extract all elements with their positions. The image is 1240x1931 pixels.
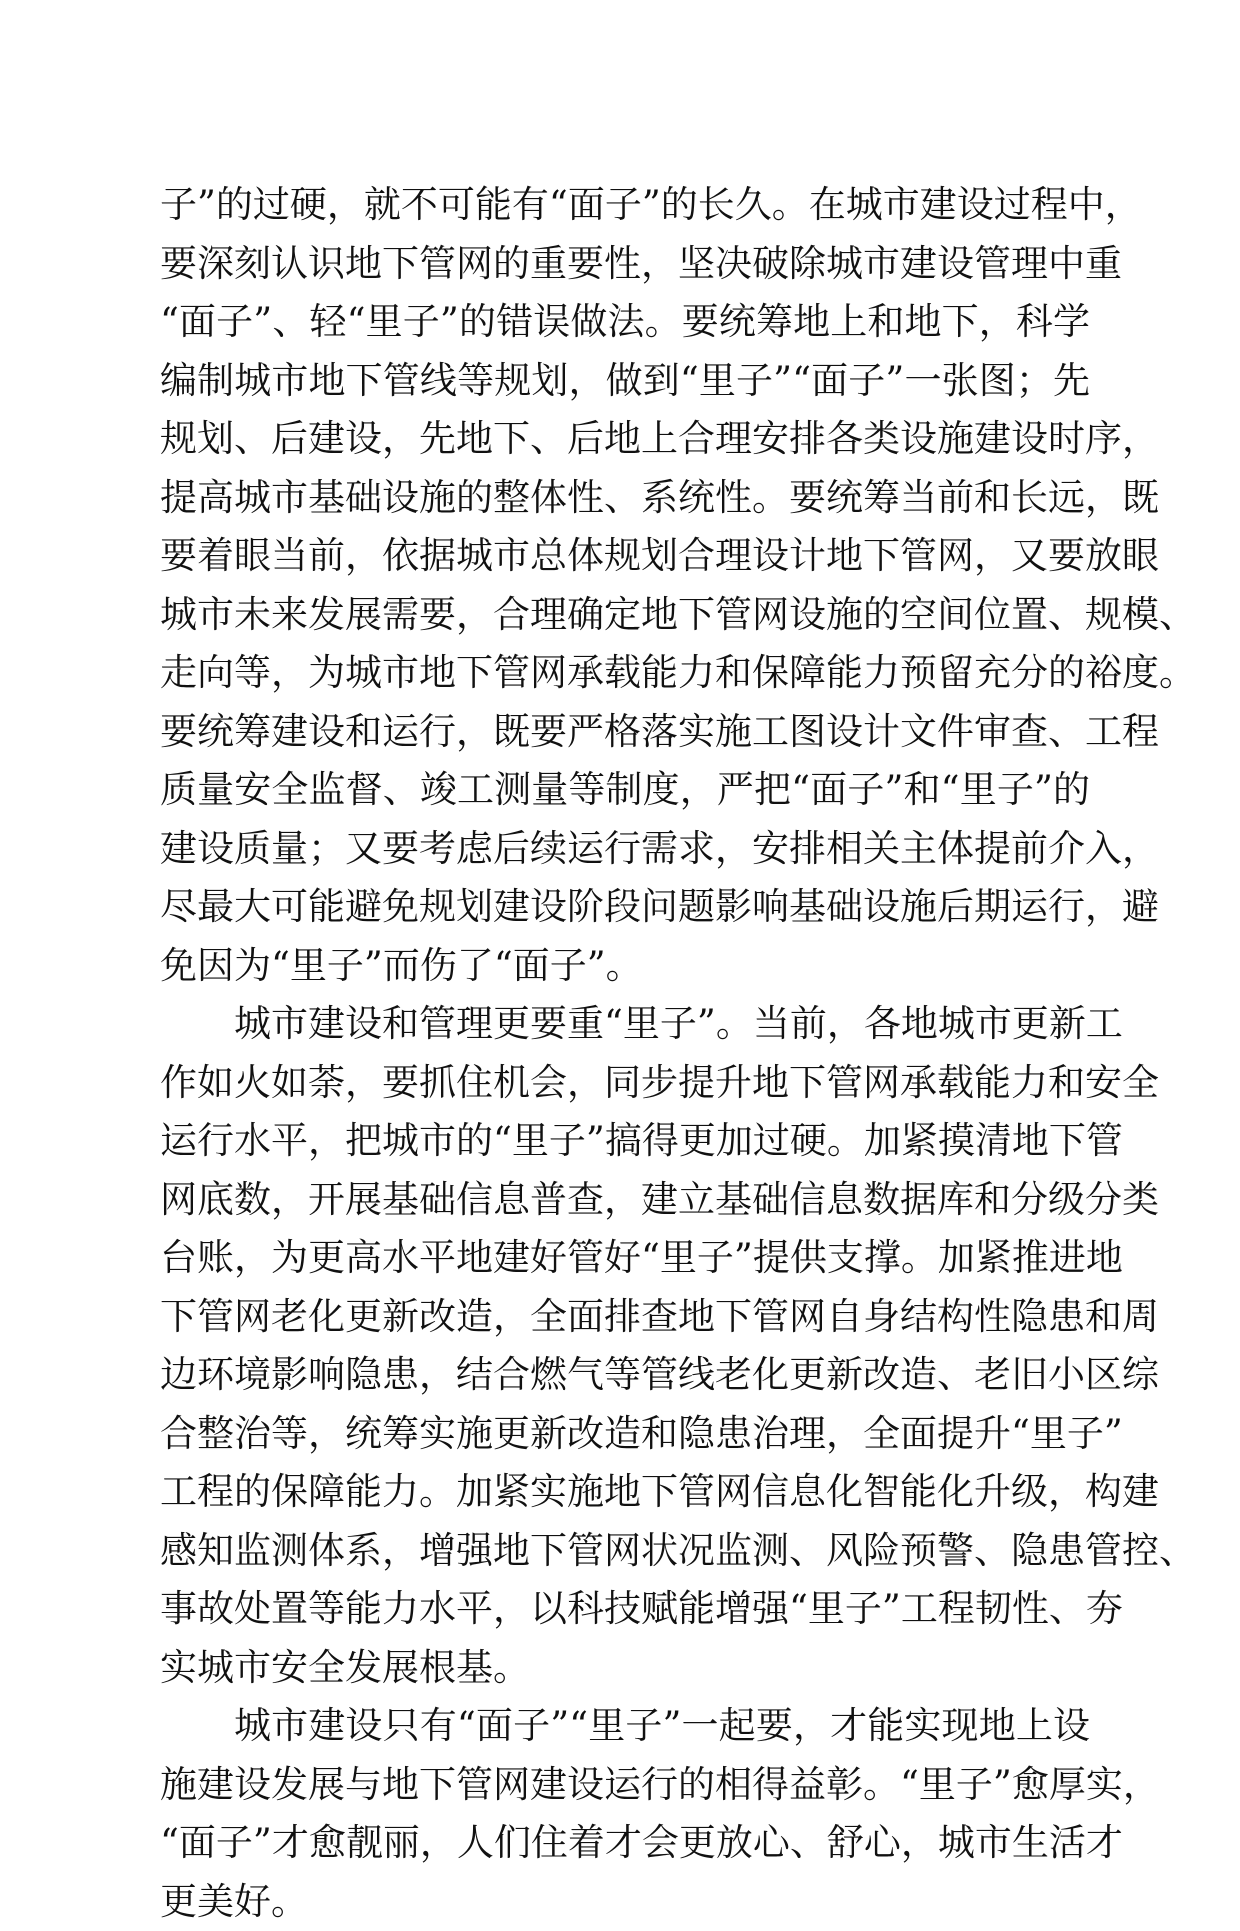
text-line: 工程的保障能力。加紧实施地下管网信息化智能化升级，构建 [160, 1463, 1090, 1522]
text-line: 免因为“里子”而伤了“面子”。 [160, 937, 1090, 996]
text-line: 走向等，为城市地下管网承载能力和保障能力预留充分的裕度。 [160, 644, 1090, 703]
text-line: 质量安全监督、竣工测量等制度，严把“面子”和“里子”的 [160, 761, 1090, 820]
text-line: 尽最大可能避免规划建设阶段问题影响基础设施后期运行，避 [160, 878, 1090, 937]
text-line: 下管网老化更新改造，全面排查地下管网自身结构性隐患和周 [160, 1288, 1090, 1347]
text-line: 作如火如荼，要抓住机会，同步提升地下管网承载能力和安全 [160, 1054, 1090, 1113]
text-line: 子”的过硬，就不可能有“面子”的长久。在城市建设过程中， [160, 176, 1090, 235]
text-line: 网底数，开展基础信息普查，建立基础信息数据库和分级分类 [160, 1171, 1090, 1230]
text-line: 合整治等，统筹实施更新改造和隐患治理，全面提升“里子” [160, 1405, 1090, 1464]
text-line: 编制城市地下管线等规划，做到“里子”“面子”一张图；先 [160, 352, 1090, 411]
text-line: 规划、后建设，先地下、后地上合理安排各类设施建设时序， [160, 410, 1090, 469]
paragraph-2 [160, 995, 1090, 1697]
text-line: 要统筹建设和运行，既要严格落实施工图设计文件审查、工程 [160, 703, 1090, 762]
text-line: 更美好。 [160, 1873, 1090, 1931]
text-line: 运行水平，把城市的“里子”搞得更加过硬。加紧摸清地下管 [160, 1112, 1090, 1171]
text-line: 城市未来发展需要，合理确定地下管网设施的空间位置、规模、 [160, 586, 1090, 645]
document-body [160, 176, 1090, 1931]
paragraph-1 [160, 176, 1090, 995]
text-line: 要深刻认识地下管网的重要性，坚决破除城市建设管理中重 [160, 235, 1090, 294]
text-line: 实城市安全发展根基。 [160, 1639, 1090, 1698]
text-line: 台账，为更高水平地建好管好“里子”提供支撑。加紧推进地 [160, 1229, 1090, 1288]
text-line: “面子”才愈靓丽，人们住着才会更放心、舒心，城市生活才 [160, 1814, 1090, 1873]
text-line: 施建设发展与地下管网建设运行的相得益彰。“里子”愈厚实， [160, 1756, 1090, 1815]
text-line: 要着眼当前，依据城市总体规划合理设计地下管网，又要放眼 [160, 527, 1090, 586]
text-line: 提高城市基础设施的整体性、系统性。要统筹当前和长远，既 [160, 469, 1090, 528]
text-line: 事故处置等能力水平，以科技赋能增强“里子”工程韧性、夯 [160, 1580, 1090, 1639]
text-line: 城市建设和管理更要重“里子”。当前，各地城市更新工 [160, 995, 1090, 1054]
paragraph-3 [160, 1697, 1090, 1931]
text-line: 城市建设只有“面子”“里子”一起要，才能实现地上设 [160, 1697, 1090, 1756]
text-line: 建设质量；又要考虑后续运行需求，安排相关主体提前介入， [160, 820, 1090, 879]
text-line: 边环境影响隐患，结合燃气等管线老化更新改造、老旧小区综 [160, 1346, 1090, 1405]
text-line: 感知监测体系，增强地下管网状况监测、风险预警、隐患管控、 [160, 1522, 1090, 1581]
text-line: “面子”、轻“里子”的错误做法。要统筹地上和地下，科学 [160, 293, 1090, 352]
